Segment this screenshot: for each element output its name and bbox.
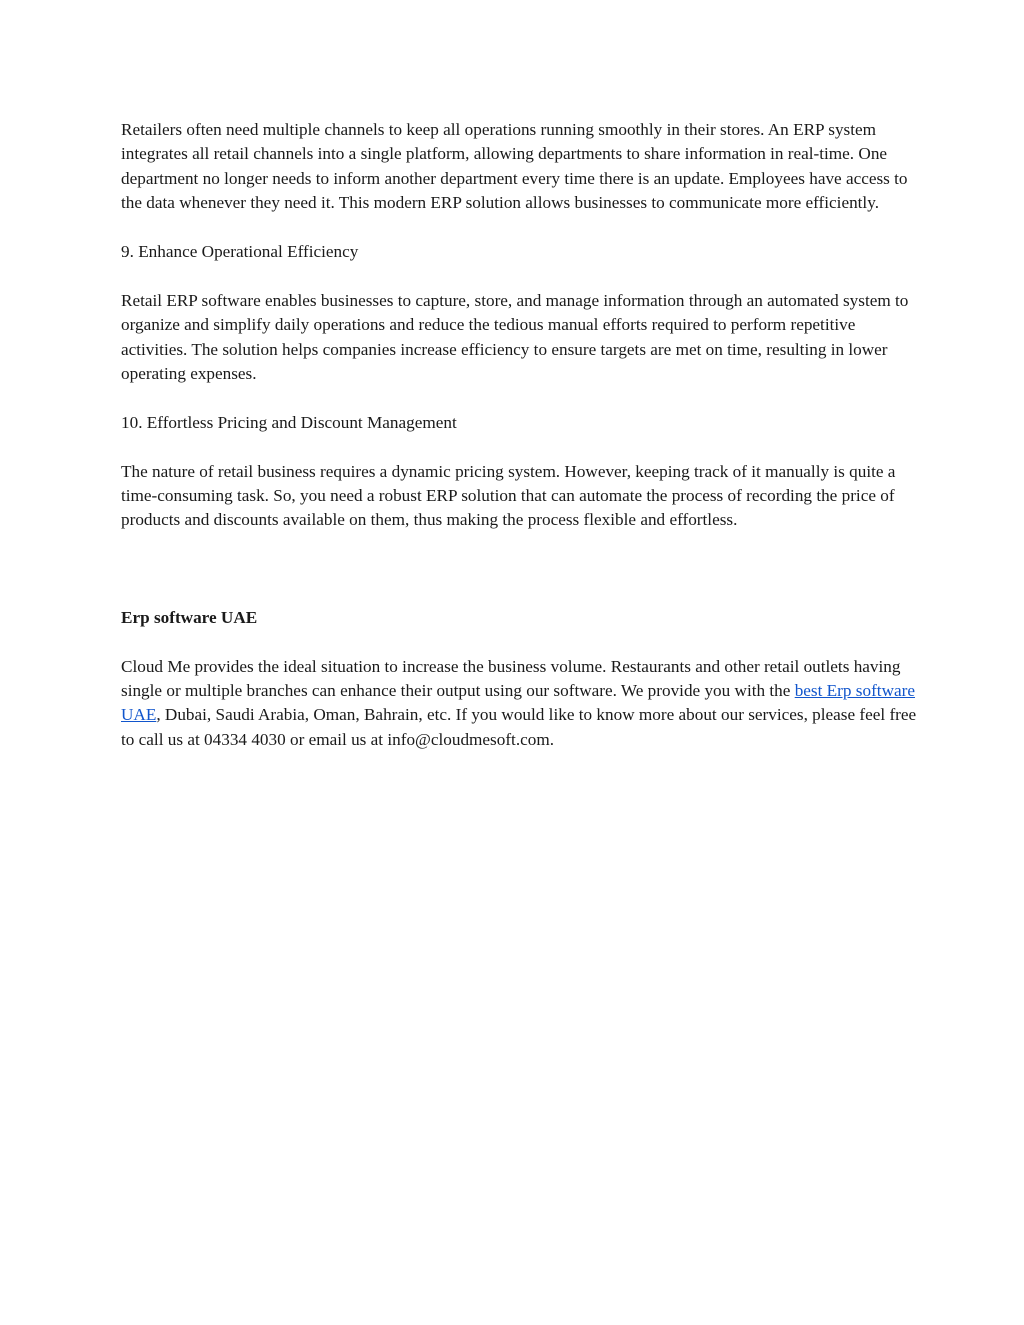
section-title-erp-software-uae: Erp software UAE xyxy=(121,607,258,627)
closing-text-before-link: Cloud Me provides the ideal situation to increase the business volume. Restaurants and other retail outlets having single or multiple branches can enhance their output using our software. We provide you with the xyxy=(121,656,901,701)
heading-enhance-operational-efficiency: 9. Enhance Operational Efficiency xyxy=(121,242,359,262)
paragraph-spacer xyxy=(121,630,921,654)
paragraph-spacer xyxy=(121,216,921,240)
document-body xyxy=(121,118,921,752)
paragraph-operational-efficiency: Retail ERP software enables businesses to capture, store, and manage information through an automated system to organize and simplify daily operations and reduce the tedious manual efforts required to perform repetitive activities. The solution helps companies increase efficiency to ensure targets are met on time, resulting in lower operating expenses. xyxy=(121,290,909,384)
paragraph-spacer xyxy=(121,264,921,288)
paragraph-retail-channels: Retailers often need multiple channels to keep all operations running smoothly in their stores. An ERP system integrates all retail channels into a single platform, allowing departments to share information in real-time. One department no longer needs to inform another department every time there is an update. Employees have access to the data whenever they need it. This modern ERP solution allows businesses to communicate more efficiently. xyxy=(121,120,908,213)
closing-text-after-link: , Dubai, Saudi Arabia, Oman, Bahrain, etc. If you would like to know more about our services, please feel free to call us at 04334 4030 or email us at info@cloudmesoft.com. xyxy=(121,705,917,749)
section-spacer xyxy=(121,533,921,606)
paragraph-spacer xyxy=(121,435,921,459)
paragraph-pricing-discount: The nature of retail business requires a dynamic pricing system. However, keeping track of it manually is quite a time-consuming task. So, you need a robust ERP solution that can automate the process of recording the price of products and discounts available on them, thus making the process flexible and effortless. xyxy=(121,461,896,530)
best-erp-software-uae-link[interactable]: best Erp software UAE xyxy=(121,681,915,725)
paragraph-closing xyxy=(121,655,921,753)
heading-pricing-discount-management: 10. Effortless Pricing and Discount Management xyxy=(121,412,457,432)
paragraph-spacer xyxy=(121,386,921,410)
